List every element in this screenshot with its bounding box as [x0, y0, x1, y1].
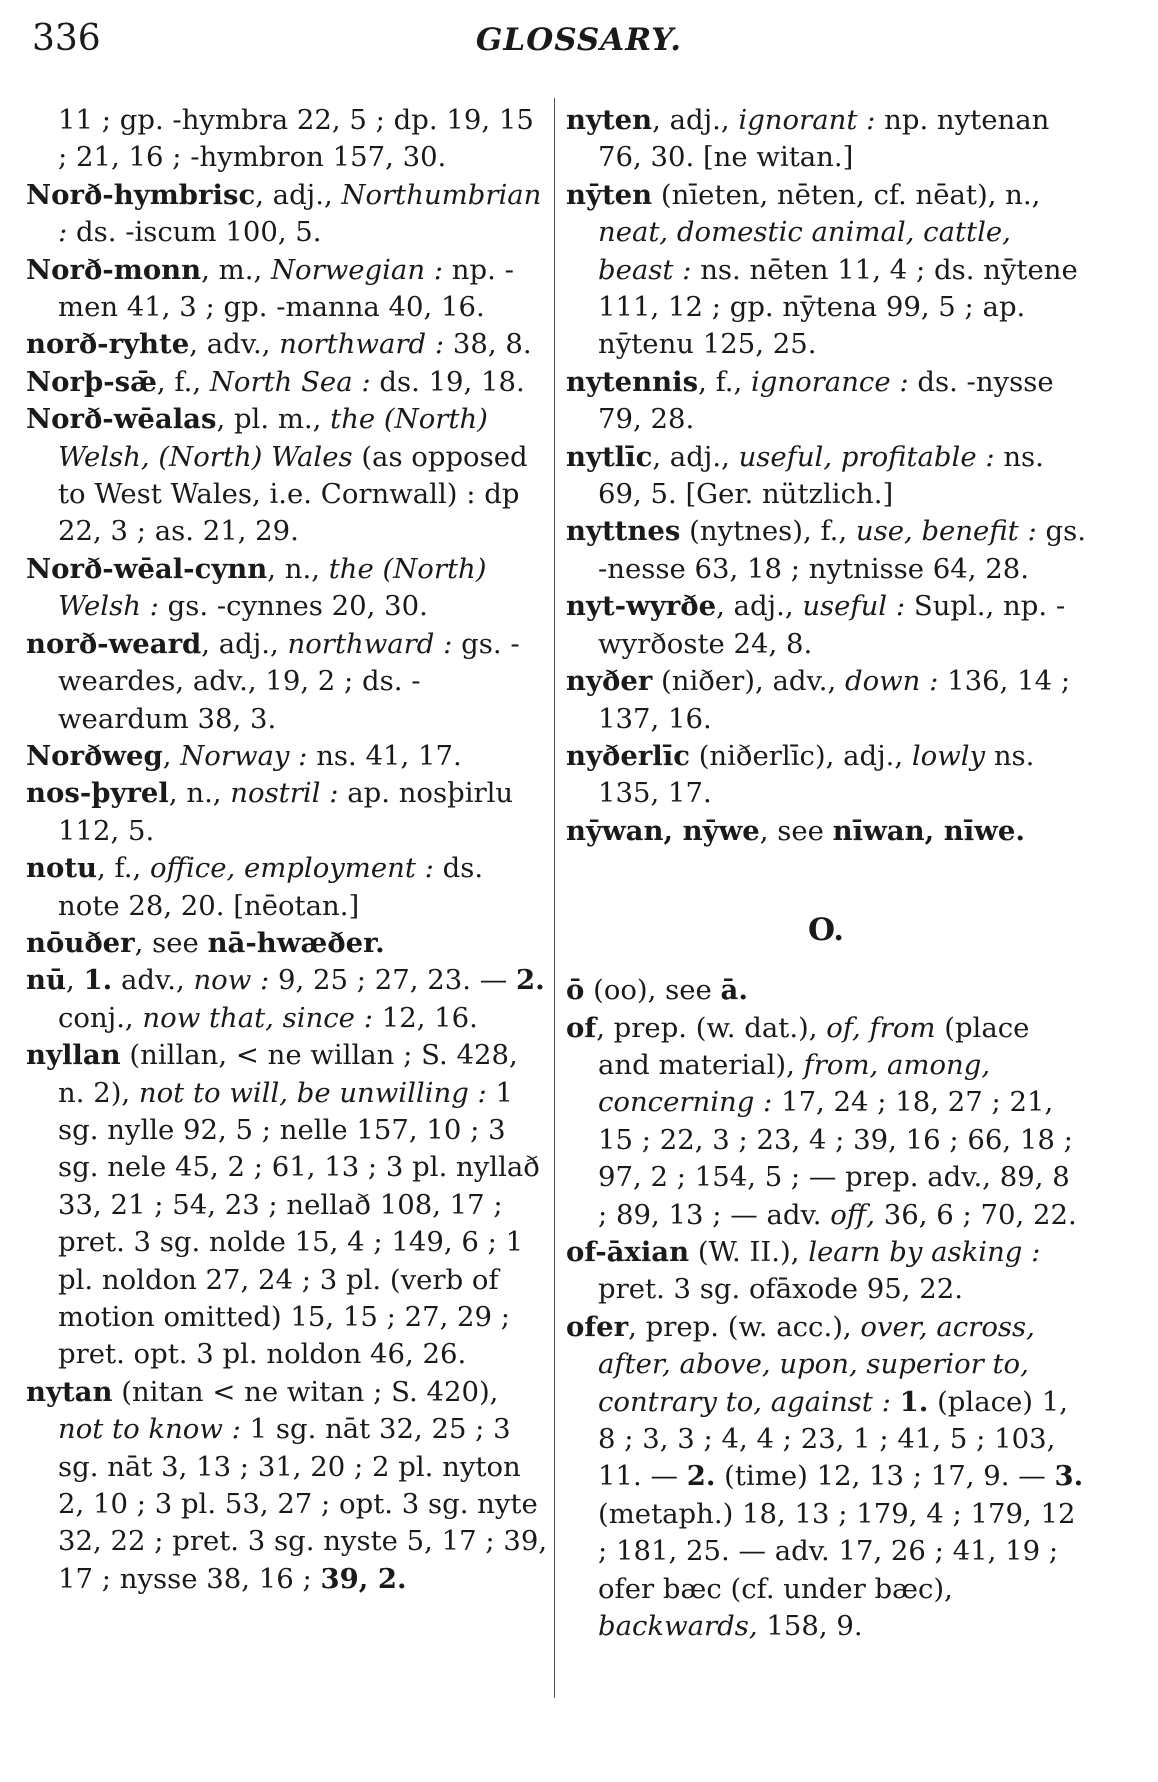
glossary-entry [566, 513, 1086, 588]
gloss-text: ignorant : [738, 104, 876, 136]
glossary-entry [26, 775, 548, 850]
glossary-entry [566, 813, 1086, 850]
left-column [26, 102, 548, 1598]
glossary-entry [566, 738, 1086, 813]
gloss-text: office, employment : [149, 852, 434, 885]
glossary-entry [26, 364, 548, 401]
headword: nyten [566, 104, 653, 136]
entry-text: Supl., np. -wyrðoste 24, 8. [598, 590, 1066, 660]
headword: 3. [1054, 1460, 1084, 1493]
gloss-text: ignorance : [751, 365, 909, 398]
headword: nytennis [566, 365, 699, 398]
entry-text: (oo), see [584, 974, 721, 1007]
entry-text: , [162, 739, 181, 772]
right-column [566, 102, 1086, 1645]
entry-text: ns. 69, 5. [Ger. nützlich.] [598, 440, 1044, 511]
entry-text: ds. note 28, 20. [nēotan.] [58, 852, 484, 922]
entry-text: , see [134, 926, 208, 959]
headword: norð-weard [26, 627, 202, 660]
entry-text: , f., [698, 365, 751, 398]
column-divider [554, 98, 555, 1698]
entry-text: 9, 25 ; 27, 23. — [269, 964, 516, 997]
entry-text: , adj., [255, 178, 342, 211]
entry-text: , f., [97, 852, 150, 885]
glossary-entry [566, 663, 1086, 738]
entry-text: 38, 8. [444, 328, 532, 361]
gloss-text: from, among, concerning : [598, 1048, 991, 1119]
entry-text: 17, 24 ; 18, 27 ; 21, 15 ; 22, 3 ; 23, 4 ; 39, 16 ; 66, 18 ; 97, 2 ; 154, 5 ; — prep. adv., 89, 8 ; 89, 13 ; — adv. [598, 1086, 1073, 1231]
entry-text: 36, 6 ; 70, 22. [875, 1198, 1077, 1231]
gloss-text: the (North) Welsh : [58, 552, 487, 623]
gloss-text: Northumbrian : [58, 178, 542, 249]
entry-text: 12, 16. [372, 1001, 478, 1034]
glossary-entry [26, 850, 548, 925]
gloss-text: use, benefit : [855, 515, 1037, 548]
glossary-entry [566, 102, 1086, 177]
headword: nīwan, nīwe. [832, 814, 1025, 847]
entry-text: 11 ; gp. -hymbra 22, 5 ; dp. 19, 15 ; 21, 16 ; -hymbron 157, 30. [58, 104, 534, 174]
entry-text: pret. 3 sg. ofāxode 95, 22. [598, 1273, 964, 1306]
headword: of [566, 1011, 597, 1044]
page-number: 336 [32, 18, 101, 59]
entry-text: ns. nēten 11, 4 ; ds. nȳtene 111, 12 ; gp. nȳtena 99, 5 ; ap. nȳtenu 125, 25. [598, 253, 1078, 361]
headword: Norþ-sǣ [26, 365, 157, 398]
section-letter: O. [808, 912, 844, 949]
entry-text: gs. -nesse 63, 18 ; nytnisse 64, 28. [598, 515, 1086, 585]
glossary-entry [26, 102, 548, 177]
gloss-text: northward : [287, 627, 453, 660]
entry-text: (time) 12, 13 ; 17, 9. — [715, 1460, 1055, 1493]
gloss-text: North Sea : [209, 365, 371, 398]
glossary-entry [566, 177, 1086, 364]
headword: nyðer [566, 665, 653, 698]
entry-text: gs. -weardes, adv., 19, 2 ; ds. -weardum 38, 3. [58, 627, 520, 735]
entry-text: (nīeten, nēten, cf. nēat), n., [652, 178, 1041, 211]
entry-text: (place and material), [598, 1011, 1030, 1081]
entry-text: , see [759, 814, 833, 847]
entry-text: , pl. m., [216, 403, 331, 436]
entry-text: (niðer), adv., [652, 665, 845, 698]
headword: nȳten [566, 178, 653, 211]
headword: 1. [83, 964, 113, 997]
headword: nā-hwæðer. [207, 926, 385, 959]
entry-text: , prep. (w. dat.), [596, 1011, 827, 1044]
headword: ā. [720, 974, 748, 1007]
gloss-text: down : [844, 665, 939, 698]
glossary-entry [26, 177, 548, 252]
glossary-entry [26, 1374, 548, 1598]
gloss-text: neat, domestic animal, cattle, beast : [598, 216, 1011, 286]
entry-text: 136, 14 ; 137, 16. [598, 665, 1071, 735]
headword: nyðerlīc [566, 739, 690, 772]
gloss-text: northward : [279, 328, 445, 361]
glossary-entry [566, 1010, 1086, 1234]
entry-text: , adj., [716, 590, 803, 623]
entry-text: (W. II.), [689, 1235, 809, 1268]
entry-text: ns. 41, 17. [307, 739, 462, 772]
headword: ō [566, 974, 585, 1007]
entry-text: , adj., [652, 440, 739, 473]
glossary-entry [26, 1037, 548, 1374]
entry-text: adv., [112, 964, 194, 997]
headword: notu [26, 852, 98, 885]
headword: Norðweg [26, 739, 163, 772]
headword: nōuðer [26, 926, 135, 959]
gloss-text: useful, profitable : [738, 440, 995, 473]
gloss-text: nostril : [230, 777, 339, 810]
gloss-text: of, from [826, 1011, 936, 1044]
headword: norð-ryhte [26, 328, 190, 361]
gloss-text: the (North) Welsh, (North) Wales [58, 403, 488, 473]
headword: Norð-wēalas [26, 403, 217, 436]
entry-text: (place) 1, 8 ; 3, 3 ; 4, 4 ; 23, 1 ; 41, 5 ; 103, 11. — [598, 1385, 1068, 1493]
headword: 1. [899, 1385, 929, 1418]
gloss-text: not to will, be unwilling : [138, 1076, 487, 1109]
glossary-entry [26, 738, 548, 775]
gloss-text: Norwegian : [270, 253, 444, 286]
entry-text: (niðerlīc), adj., [689, 739, 912, 772]
glossary-entry [566, 972, 1086, 1009]
gloss-text: Norway : [180, 739, 308, 772]
headword: Norð-monn [26, 253, 202, 286]
glossary-entry [26, 962, 548, 1037]
entry-text: conj., [58, 1001, 143, 1034]
headword: 2. [686, 1460, 716, 1493]
entry-text: ds. 19, 18. [370, 365, 525, 398]
headword: nos-þyrel [26, 777, 169, 810]
headword: nyttnes [566, 515, 681, 548]
running-head: GLOSSARY. [475, 22, 683, 58]
headword: Norð-hymbrisc [26, 178, 256, 211]
headword: ofer [566, 1310, 629, 1343]
entry-text: 1 sg. nylle 92, 5 ; nelle 157, 10 ; 3 sg. nele 45, 2 ; 61, 13 ; 3 pl. nyllað 33, 21 ; 54, 23 ; nellað 108, 17 ; pret. 3 sg. nolde 15, 4 ; 149, 6 ; 1 pl. noldon 27, 24 ; 3 pl. (verb of motion omitted) 15, 15 ; 27, 29 ; pret. opt. 3 pl. noldon 46, 26. [58, 1076, 540, 1371]
entry-text: 158, 9. [757, 1610, 863, 1643]
entry-text: (metaph.) 18, 13 ; 179, 4 ; 179, 12 ; 181, 25. — adv. 17, 26 ; 41, 19 ; ofer bæc (cf. under bæc), [598, 1497, 1076, 1605]
headword: 2. [515, 964, 545, 997]
entry-text: np. -men 41, 3 ; gp. -manna 40, 16. [58, 253, 514, 324]
entry-text: 1 sg. nāt 32, 25 ; 3 sg. nāt 3, 13 ; 31, 20 ; 2 pl. nyton 2, 10 ; 3 pl. 53, 27 ; opt. 3 sg. nyte 32, 22 ; pret. 3 sg. nyste 5, 17 ; 39, 17 ; nysse 38, 16 ; [58, 1413, 548, 1595]
gloss-text: not to know : [58, 1413, 241, 1446]
glossary-entry [26, 252, 548, 327]
headword: nȳwan, nȳwe [566, 814, 760, 847]
entry-text: , adj., [652, 104, 739, 136]
gloss-text: lowly [911, 739, 986, 772]
glossary-entry [26, 326, 548, 363]
headword: nytlīc [566, 440, 653, 473]
glossary-entry [26, 401, 548, 551]
gloss-text: learn by asking : [808, 1235, 1041, 1268]
entry-text: ds. -iscum 100, 5. [67, 216, 322, 249]
glossary-entry [566, 364, 1086, 439]
gloss-text: backwards, [598, 1610, 758, 1643]
entry-text: ds. -nysse 79, 28. [598, 365, 1054, 436]
entry-text: ap. nosþirlu 112, 5. [58, 777, 514, 847]
entry-text: , prep. (w. acc.), [628, 1310, 861, 1343]
gloss-text: useful : [802, 590, 906, 623]
entry-text [891, 1386, 900, 1418]
entry-text: (as opposed to West Wales, i.e. Cornwall) : dp 22, 3 ; as. 21, 29. [58, 440, 528, 548]
entry-text: , f., [156, 365, 210, 398]
glossary-entry [566, 439, 1086, 514]
glossary-entry [26, 925, 548, 962]
glossary-entry [566, 1234, 1086, 1309]
entry-text: (nillan, < ne willan ; S. 428, n. 2), [58, 1039, 518, 1109]
headword: nyt-wyrðe [566, 590, 717, 623]
entry-text: (nitan < ne witan ; S. 420), [112, 1375, 499, 1408]
entry-text: ns. 135, 17. [598, 739, 1035, 810]
entry-text: , n., [168, 777, 231, 810]
entry-text: , adj., [201, 627, 288, 660]
entry-text: gs. -cynnes 20, 30. [158, 590, 428, 623]
glossary-entry [26, 551, 548, 626]
headword: Norð-wēal-cynn [26, 552, 268, 585]
glossary-entry [566, 1309, 1086, 1646]
gloss-text: over, across, after, above, upon, superior to, contrary to, against : [598, 1310, 1035, 1418]
entry-text: , m., [201, 253, 271, 286]
entry-text: np. nytenan 76, 30. [ne witan.] [598, 104, 1050, 174]
entry-text: , [66, 964, 84, 997]
headword: of-āxian [566, 1235, 690, 1268]
entry-text: , n., [267, 552, 329, 585]
entry-text: , adv., [189, 328, 280, 361]
gloss-text: off, [830, 1198, 876, 1231]
glossary-entry [26, 626, 548, 738]
headword: nyllan [26, 1039, 121, 1072]
headword: 39, 2. [320, 1562, 407, 1595]
glossary-entry [566, 588, 1086, 663]
gloss-text: now : [193, 964, 270, 997]
gloss-text: now that, since : [142, 1001, 373, 1034]
headword: nū [26, 964, 66, 997]
headword: nytan [26, 1375, 113, 1408]
entry-text: (nytnes), f., [680, 515, 856, 548]
